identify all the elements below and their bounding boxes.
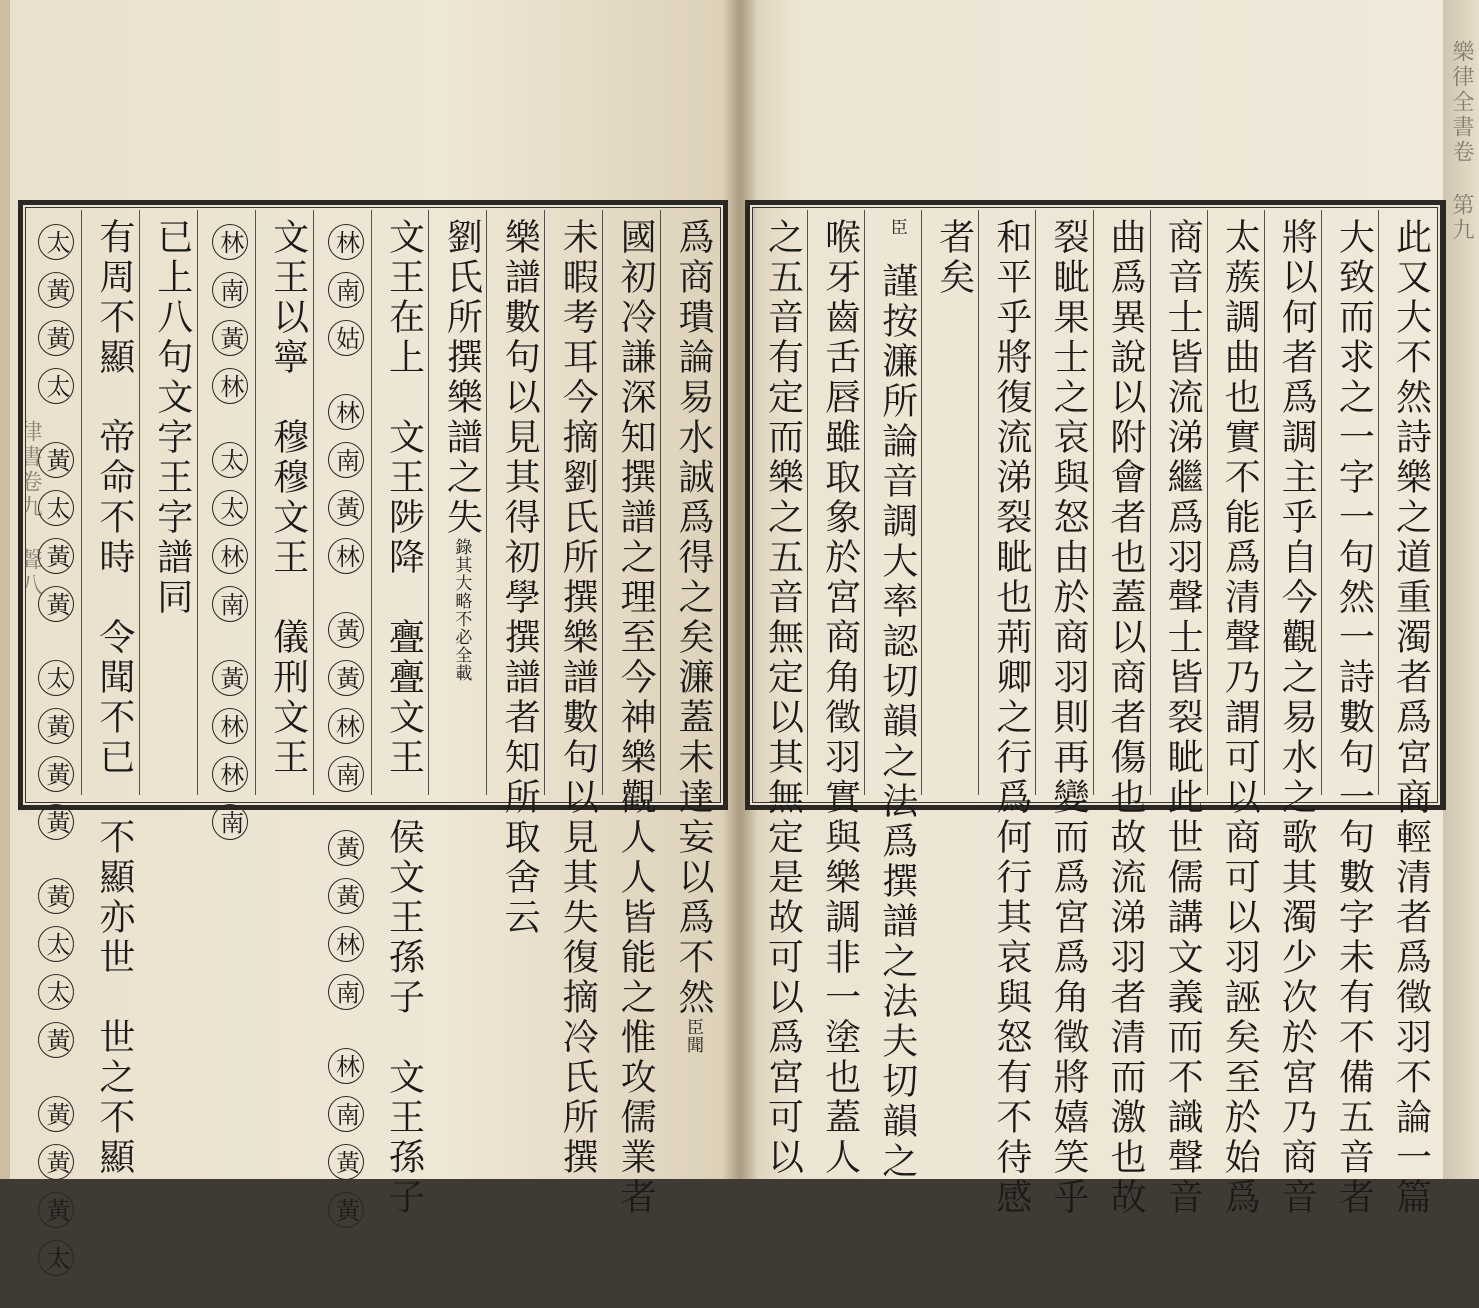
- pitch-group: [38, 872, 74, 1064]
- column-text: 者矣: [933, 218, 975, 298]
- column-text: 之五音有定而樂之五音無定以其無定是故可以爲宮可以: [762, 218, 804, 1178]
- column-divider: [486, 210, 487, 795]
- pitch-circle: 南: [328, 1096, 364, 1132]
- pitch-circle: 林: [212, 708, 248, 744]
- column-divider: [1150, 210, 1151, 795]
- pitch-circle: 林: [328, 1048, 364, 1084]
- pitch-circle: 太: [38, 926, 74, 962]
- column-divider: [197, 210, 198, 795]
- column-text: 謹按濂所論音調大率認切韻之法爲撰譜之法夫切韻之: [876, 262, 918, 1182]
- right-column: [1101, 218, 1147, 1218]
- pitch-circle: 黃: [328, 830, 364, 866]
- left-column: [264, 218, 309, 787]
- column-divider: [660, 210, 661, 795]
- pitch-circle: 黃: [328, 660, 364, 696]
- right-edge-label: 樂律全書卷 第九: [1449, 40, 1474, 243]
- pitch-circle: 黃: [38, 1096, 74, 1132]
- column-divider: [1321, 210, 1322, 795]
- pitch-circle: 南: [328, 756, 364, 792]
- pitch-circle: 黃: [38, 756, 74, 792]
- column-text: 曲爲異說以附會者也蓋以商者傷也故流涕羽者清而激也故: [1105, 218, 1147, 1218]
- right-column: [1044, 218, 1089, 1218]
- column-text: 裂眦果士之哀與怒由於商羽則再變而爲宮爲角徵將嬉笑乎: [1047, 218, 1089, 1218]
- pitch-circle: 林: [212, 538, 248, 574]
- left-column: [206, 218, 248, 834]
- column-divider: [81, 210, 82, 795]
- pitch-circle: 黃: [38, 708, 74, 744]
- pitch-circle: 黃: [328, 612, 364, 648]
- pitch-circle: 太: [212, 490, 248, 526]
- pitch-circle: 太: [212, 442, 248, 478]
- column-divider: [255, 210, 256, 795]
- pitch-circle: 林: [328, 926, 364, 962]
- pitch-circle: 黃: [328, 490, 364, 526]
- column-tail: 臣聞: [683, 1018, 704, 1054]
- column-text: 有周不顯 帝命不時 令聞不已 不顯亦世 世之不顯: [93, 218, 135, 1178]
- pitch-group: [328, 606, 364, 798]
- lead-mark: 臣: [886, 218, 907, 236]
- pitch-group: [328, 824, 364, 1016]
- pitch-circle: 南: [328, 974, 364, 1010]
- pitch-circle: 黃: [38, 442, 74, 478]
- pitch-circle: 黃: [38, 878, 74, 914]
- column-divider: [1264, 210, 1265, 795]
- left-page-edge: [0, 0, 10, 1179]
- column-text: 文王以寧 穆穆文王 儀刑文王: [267, 218, 309, 778]
- pitch-group: [38, 1090, 74, 1282]
- column-divider: [864, 210, 865, 795]
- column-divider: [1207, 210, 1208, 795]
- pitch-circle: 林: [212, 756, 248, 792]
- left-column: [611, 218, 657, 1218]
- column-divider: [428, 210, 429, 795]
- pitch-group: [212, 654, 248, 846]
- pitch-group: [38, 436, 74, 628]
- pitch-circle: 林: [328, 708, 364, 744]
- left-column: [148, 218, 193, 787]
- interlinear-note: 錄其大略不必全載: [451, 538, 472, 682]
- pitch-circle: 南: [212, 804, 248, 840]
- column-text: 劉氏所撰樂譜之失: [441, 218, 483, 538]
- pitch-circle: 林: [328, 394, 364, 430]
- left-column: [669, 218, 715, 1054]
- pitch-circle: 林: [328, 224, 364, 260]
- pitch-circle: 黃: [328, 878, 364, 914]
- left-column: [495, 218, 541, 938]
- left-column: [379, 218, 425, 1218]
- pitch-group: [328, 388, 364, 580]
- pitch-circle: 太: [38, 490, 74, 526]
- column-text: 喉牙齒舌唇雖取象於宮商角徵羽實與樂調非一塗也蓋人: [819, 218, 861, 1178]
- column-text: 將以何者爲調主乎自今觀之易水之歌其濁少次於宮乃商音: [1276, 218, 1318, 1218]
- column-text: 爲商璝論易水誠爲得之矣濂蓋未達妄以爲不然: [673, 218, 715, 1018]
- pitch-circle: 南: [212, 272, 248, 308]
- column-divider: [921, 210, 922, 795]
- column-divider: [313, 210, 314, 795]
- right-column: [759, 218, 804, 1178]
- right-text-block: [750, 210, 1435, 1218]
- column-divider: [139, 210, 140, 795]
- pitch-circle: 南: [328, 272, 364, 308]
- pitch-circle: 林: [328, 538, 364, 574]
- pitch-circle: 太: [38, 1240, 74, 1276]
- pitch-circle: 太: [38, 660, 74, 696]
- left-column: [322, 218, 364, 1222]
- column-text: 太蔟調曲也實不能爲清聲乃謂可以商可以羽誣矣至於始爲: [1219, 218, 1261, 1218]
- pitch-group: [212, 436, 248, 628]
- left-text-block: [23, 210, 718, 1270]
- pitch-circle: 黃: [38, 1022, 74, 1058]
- column-text: 和平乎將復流涕裂眦也荊卿之行爲何行其哀與怒有不待感: [990, 218, 1032, 1218]
- right-column: [816, 218, 861, 1178]
- pitch-circle: 太: [38, 224, 74, 260]
- pitch-circle: 南: [328, 442, 364, 478]
- pitch-circle: 黃: [212, 320, 248, 356]
- column-divider: [1093, 210, 1094, 795]
- column-text: 文王在上 文王陟降 亹亹文王 侯文王孫子 文王孫子: [383, 218, 425, 1218]
- column-divider: [807, 210, 808, 795]
- pitch-circle: 黃: [38, 320, 74, 356]
- pitch-circle: 黃: [38, 586, 74, 622]
- column-divider: [544, 210, 545, 795]
- pitch-circle: 黃: [38, 804, 74, 840]
- right-column: [1215, 218, 1261, 1218]
- right-column: [1329, 218, 1375, 1218]
- left-column: [90, 218, 135, 1178]
- right-column: [1386, 218, 1432, 1218]
- pitch-circle: 黃: [328, 1144, 364, 1180]
- pitch-circle: 姑: [328, 320, 364, 356]
- pitch-circle: 黃: [38, 1144, 74, 1180]
- column-text: 商音士皆流涕繼爲羽聲士皆裂眦此世儒講文義而不識聲音: [1162, 218, 1204, 1218]
- pitch-group: [212, 218, 248, 410]
- column-text: 國初冷謙深知撰譜之理至今神樂觀人人皆能之惟攻儒業者: [615, 218, 657, 1218]
- column-divider: [602, 210, 603, 795]
- column-text: 此又大不然詩樂之道重濁者爲宮商輕清者爲徵羽不論一篇: [1390, 218, 1432, 1218]
- pitch-circle: 林: [212, 368, 248, 404]
- column-text: 已上八句文字王字譜同: [151, 218, 193, 618]
- column-divider: [978, 210, 979, 795]
- right-column: [1272, 218, 1318, 1218]
- pitch-circle: 太: [38, 368, 74, 404]
- right-column: [873, 218, 918, 1182]
- pitch-circle: 黃: [38, 1192, 74, 1228]
- pitch-circle: 黃: [38, 538, 74, 574]
- pitch-group: [328, 218, 364, 362]
- pitch-circle: 黃: [38, 272, 74, 308]
- right-column: [930, 218, 975, 787]
- pitch-group: [328, 1042, 364, 1234]
- pitch-circle: 黃: [212, 660, 248, 696]
- pitch-group: [38, 654, 74, 846]
- pitch-group: [38, 218, 74, 410]
- pitch-circle: 南: [212, 586, 248, 622]
- column-text: 未暇考耳今摘劉氏所撰樂譜數句以見其失復摘冷氏所撰: [557, 218, 599, 1178]
- column-divider: [371, 210, 372, 795]
- right-column: [987, 218, 1032, 1218]
- left-column: [32, 218, 74, 1270]
- pitch-circle: 黃: [328, 1192, 364, 1228]
- left-edge-label: 律書卷九 聲八: [17, 420, 42, 598]
- left-column: [437, 218, 483, 787]
- column-text: 樂譜數句以見其得初學撰譜者知所取舍云: [499, 218, 541, 938]
- left-column: [553, 218, 599, 1178]
- column-divider: [1378, 210, 1379, 795]
- pitch-circle: 林: [212, 224, 248, 260]
- column-divider: [1035, 210, 1036, 795]
- right-column: [1158, 218, 1204, 1218]
- column-text: 大致而求之一字一句然一詩數句一句數字未有不備五音者: [1333, 218, 1375, 1218]
- pitch-circle: 太: [38, 974, 74, 1010]
